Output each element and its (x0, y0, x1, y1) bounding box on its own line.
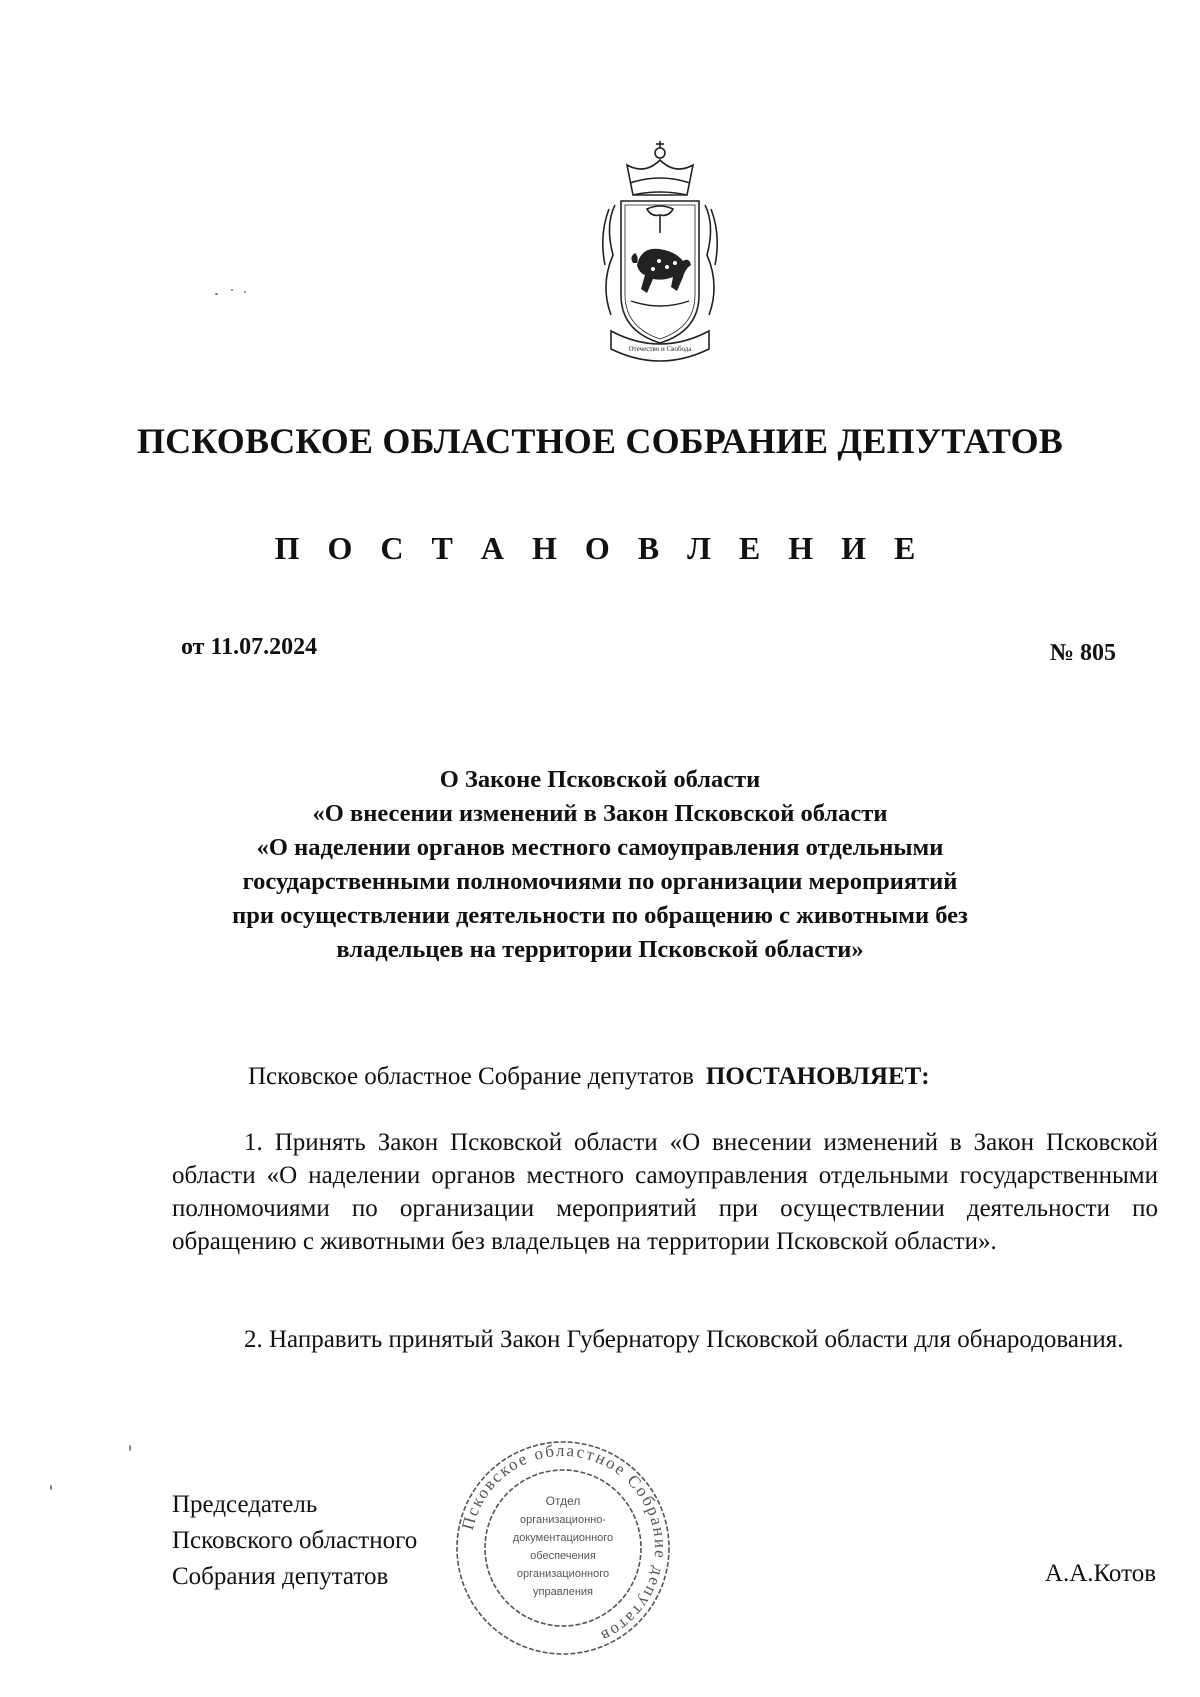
document-type-heading: П О С Т А Н О В Л Е Н И Е (274, 530, 926, 566)
stamp-line: документационного (512, 1532, 614, 1544)
clause-1: 1. Принять Закон Псковской области «О внесении изменений в Закон Псковской области «О наделении органов местного самоуправления отдельными государственными полномочиями по организации мероприятий при осуществлении деятельности по обращению с животными без владельцев на территории Псковской области». (172, 1129, 1158, 1255)
emblem-motto: Отечество и Свобода (628, 345, 692, 353)
coat-of-arms-emblem (585, 135, 735, 375)
scan-speck (129, 1445, 131, 1451)
scan-speck (50, 1485, 52, 1490)
subject-line: при осуществлении деятельности по обращению с животными без (232, 902, 968, 929)
stamp-line: управления (533, 1586, 593, 1598)
signer-title-line: Председатель (172, 1491, 318, 1518)
subject-line: государственными полномочиями по организации мероприятий (242, 868, 958, 895)
preamble (248, 1063, 930, 1091)
preamble-text: Псковское областное Собрание депутатов (248, 1063, 694, 1090)
scan-speck (215, 293, 218, 295)
stamp-ring-text: Псковское областное Собрание депутатов (457, 1440, 671, 1647)
scan-speck (231, 289, 233, 291)
preamble-resolves: ПОСТАНОВЛЯЕТ: (705, 1063, 930, 1090)
signer-title-line: Псковского областного (172, 1527, 418, 1554)
signer-title-line: Собрания депутатов (172, 1563, 389, 1590)
stamp-line: Отдел (545, 1494, 581, 1508)
subject-line: владельцев на территории Псковской области» (336, 936, 864, 963)
document-number: № 805 (1049, 640, 1116, 666)
subject-line: О Законе Псковской области (439, 766, 761, 793)
organization-title: ПСКОВСКОЕ ОБЛАСТНОЕ СОБРАНИЕ ДЕПУТАТОВ (136, 421, 1063, 461)
subject-line: «О наделении органов местного самоуправления отдельными (256, 834, 944, 861)
signer-name: А.А.Котов (1044, 1560, 1156, 1587)
signer-title (172, 1487, 417, 1595)
stamp-line: обеспечения (530, 1550, 596, 1562)
document-subject (0, 763, 1200, 967)
official-seal-stamp (452, 1437, 674, 1659)
stamp-line: организационно- (520, 1514, 606, 1526)
clause-2: 2. Направить принятый Закон Губернатору Псковской области для обнародования. (244, 1326, 1124, 1353)
stamp-line: организационного (516, 1568, 610, 1580)
document-date: от 11.07.2024 (181, 634, 318, 660)
subject-line: «О внесении изменений в Закон Псковской области (312, 800, 888, 827)
scan-speck (244, 291, 246, 293)
